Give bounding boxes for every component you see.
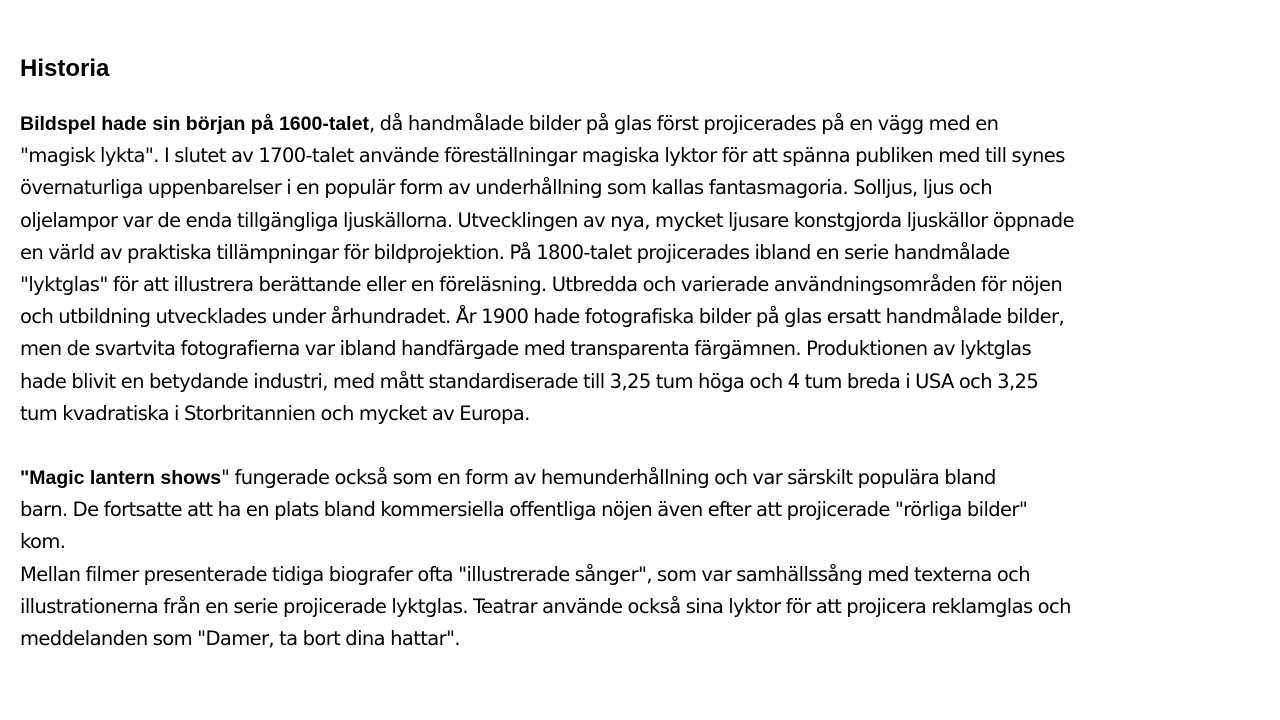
open-quote-text: ": [20, 467, 30, 490]
paragraph-text: , då handmålade bilder på glas först projicerades på en vägg med en: [368, 112, 999, 135]
lead-bold-text: Bildspel hade sin början på 1600-talet: [20, 113, 369, 135]
paragraph-line: Mellan filmer presenterade tidiga biografer ofta "illustrerade sånger", som var samhällssång med texterna och: [20, 562, 1031, 586]
paragraph-line: [20, 462, 1265, 494]
paragraph-spacer: [20, 430, 1265, 462]
paragraph-line: övernaturliga uppenbarelser i en populär form av underhållning som kallas fantasmagoria. Solljus, ljus och: [20, 176, 993, 200]
paragraph-history: [20, 108, 1265, 430]
paragraph-line: oljelampor var de enda tillgängliga ljuskällorna. Utvecklingen av nya, mycket ljusare konstgjorda ljuskällor öppnade: [20, 208, 1074, 232]
paragraph-line: men de svartvita fotografierna var ibland handfärgade med transparenta färgämnen. Produktionen av lyktglas: [20, 337, 1032, 361]
paragraph-text: " fungerade också som en form av hemunderhållning och var särskilt populära bland: [221, 466, 996, 490]
paragraph-line: och utbildning utvecklades under århundradet. År 1900 hade fotografiska bilder på glas ersatt handmålade bilder,: [20, 305, 1065, 329]
paragraph-line: hade blivit en betydande industri, med mått standardiserade till 3,25 tum höga och 4 tum breda i USA och 3,25: [20, 369, 1039, 393]
paragraph-line: meddelanden som "Damer, ta bort dina hattar".: [20, 627, 461, 651]
paragraph-line: illustrationerna från en serie projicerade lyktglas. Teatrar använde också sina lyktor för att projicera reklamglas och: [20, 594, 1071, 618]
page-title: Historia: [20, 55, 110, 82]
paragraph-line: en värld av praktiska tillämpningar för bildprojektion. På 1800-talet projicerades ibland en serie handmålade: [20, 240, 1010, 264]
paragraph-magic-lantern: [20, 462, 1265, 655]
paragraph-line: "magisk lykta". I slutet av 1700-talet använde föreställningar magiska lyktor för att spänna publiken med till synes: [20, 144, 1065, 168]
lead-bold-text: Magic lantern shows: [29, 467, 222, 490]
paragraph-line: "lyktglas" för att illustrera berättande eller en föreläsning. Utbredda och varierade användningsområden för nöjen: [20, 273, 1063, 297]
slide-content: [20, 52, 1265, 655]
paragraph-line: barn. De fortsatte att ha en plats bland kommersiella offentliga nöjen även efter att projicerade "rörliga bilder": [20, 498, 1028, 522]
paragraph-line: [20, 108, 1265, 140]
paragraph-line: tum kvadratiska i Storbritannien och mycket av Europa.: [20, 401, 530, 425]
paragraph-line: kom.: [20, 530, 66, 554]
